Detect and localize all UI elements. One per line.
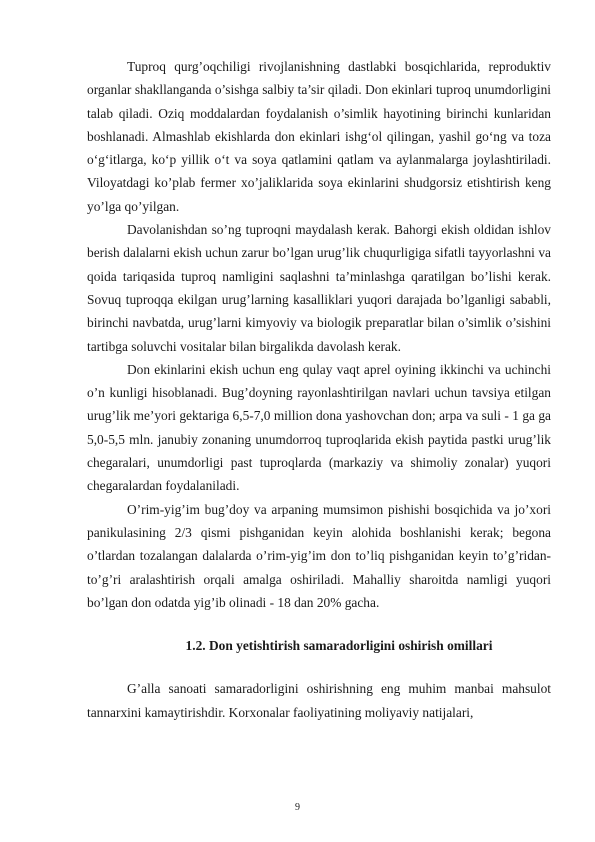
- document-page: [87, 55, 551, 724]
- page-number: 9: [295, 802, 300, 813]
- paragraph-harvest: O’rim-yig’im bug’doy va arpaning mumsimon pishishi bosqichida va jo’xori panikulasining 2/3 qismi pishganidan keyin alohida boshlanishi kerak; begona o’tlardan tozalangan dalalarda o’rim-yig’im don to’liq pishganidan keyin to’g’ridan-to’g’ri aralashtirish orqali amalga oshiriladi. Mahalliy sharoitda namligi yuqori bo’lgan don odatda yig’ib olinadi - 18 dan 20% gacha.: [87, 501, 551, 610]
- paragraph-efficiency: G’alla sanoati samaradorligini oshirishning eng muhim manbai mahsulot tannarxini kamaytirishdir. Korxonalar faoliyatining moliyaviy natijalari,: [87, 681, 551, 720]
- paragraph-sowing-time: Don ekinlarini ekish uchun eng qulay vaqt aprel oyining ikkinchi va uchinchi o’n kunligi hisoblanadi. Bug’doyning rayonlashtirilgan navlari uchun tavsiya etilgan urug’lik me’yori gektariga 6,5-7,0 million dona yashovchan don; arpa va suli - 1 ga ga 5,0-5,5 mln. janubiy zonaning unumdorroq tuproqlarida ekish paytida pastki urug’lik chegaralari, unumdorligi past tuproqlarda (markaziy va shimoliy zonalar) yuqori chegaralardan foydalaniladi.: [87, 361, 551, 494]
- section-heading: 1.2. Don yetishtirish samaradorligini oshirish omillari: [185, 638, 493, 654]
- paragraph-tillage: Davolanishdan so’ng tuproqni maydalash kerak. Bahorgi ekish oldidan ishlov berish dalalarni ekish uchun zarur bo’lgan urug’lik chuqurligiga sifatli tayyorlashni va qoida tariqasida tuproq namligini saqlashni ta’minlashga qaratilgan bo’lishi kerak. Sovuq tuproqqa ekilgan urug’larning kasalliklari yuqori darajada bo’lganligi sababli, birinchi navbatda, urug’larni kimyoviy va biologik preparatlar bilan o’simlik o’sishini tartibga soluvchi vositalar bilan birgalikda davolash kerak.: [87, 222, 551, 354]
- paragraph-drought: Tuproq qurg’oqchiligi rivojlanishning dastlabki bosqichlarida, reproduktiv organlar shakllanganda o’sishga salbiy ta’sir qiladi. Don ekinlari tuproq unumdorligini talab qiladi. Oziq moddalardan foydalanish o’simlik hayotining birinchi kunlaridan boshlanadi. Almashlab ekishlarda don ekinlari ishg‘ol qilingan, yashil go‘ng va toza o‘g‘itlarga, ko‘p yillik o‘t va soya qatlamini qatlam va aylanmalarga joylashtiriladi. Viloyatdagi ko’plab fermer xo’jaliklarida soya ekinlarini shudgorsiz etishtirish keng yo’lga qo’yilgan.: [87, 59, 551, 214]
